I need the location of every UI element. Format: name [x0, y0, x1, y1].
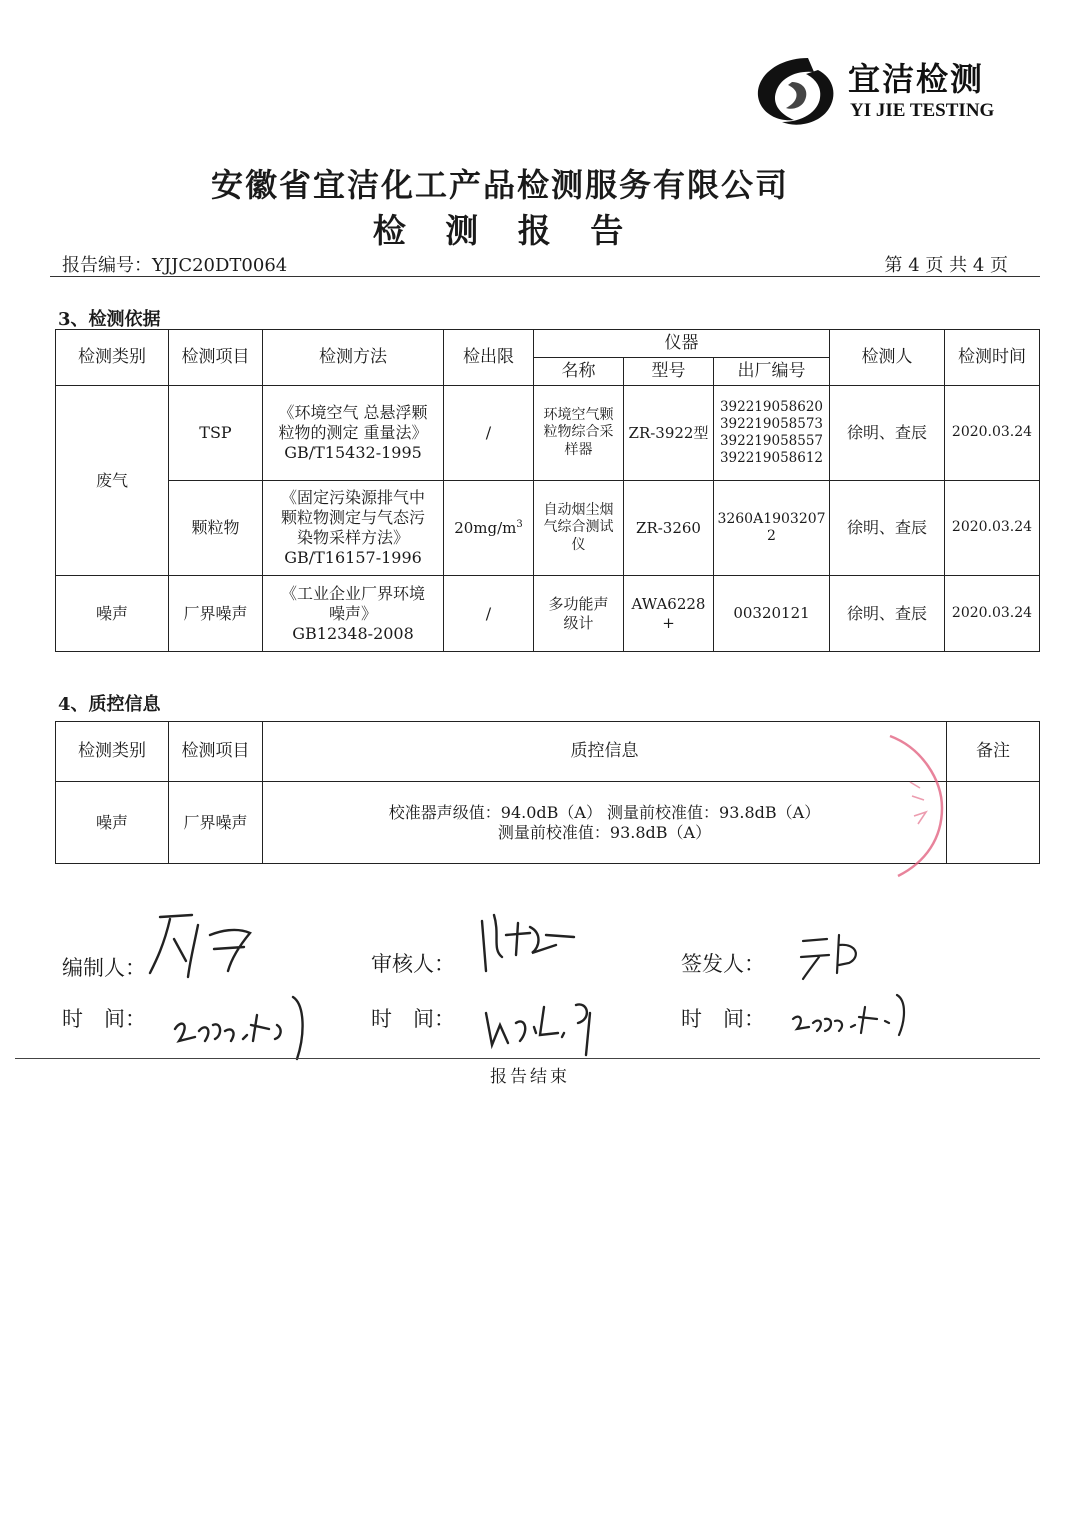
reviewer-signature — [470, 905, 590, 985]
table-row — [56, 481, 1040, 576]
instrument-name-cell — [534, 386, 624, 481]
instrument-model-cell: ZR-3922型 — [624, 386, 714, 481]
header-divider — [50, 276, 1040, 277]
serial-line: 2 — [767, 528, 776, 544]
time-cell: 2020.03.24 — [945, 576, 1040, 652]
limit-unit-superscript: 3 — [516, 518, 523, 530]
issuer-signature — [795, 925, 875, 985]
inspector-cell: 徐明、查辰 — [830, 481, 945, 576]
footer-divider — [15, 1058, 1040, 1059]
report-title: 检 测 报 告 — [372, 211, 638, 250]
method-line: GB12348-2008 — [292, 623, 414, 643]
serial-line: 3260A1903207 — [717, 510, 826, 527]
method-line: 染物采样方法》 — [296, 528, 409, 547]
instrument-model-cell — [624, 576, 714, 652]
limit-value: 20mg/m — [454, 518, 517, 537]
serial-line: 392219058557 — [719, 433, 824, 449]
model-line: + — [662, 613, 675, 632]
inspector-cell: 徐明、查辰 — [830, 576, 945, 652]
limit-cell — [444, 481, 534, 576]
limit-cell: / — [444, 576, 534, 652]
header-item: 检测项目 — [169, 330, 263, 386]
qc-header-remark: 备注 — [947, 722, 1040, 782]
method-line: 颗粒物测定与气态污 — [280, 508, 425, 527]
method-cell — [263, 386, 444, 481]
table-row — [56, 576, 1040, 652]
header-inspector: 检测人 — [830, 330, 945, 386]
method-line: GB/T15432-1995 — [284, 443, 422, 462]
qc-info-cell — [263, 782, 947, 864]
issuer-date-handwriting — [785, 985, 915, 1045]
instrument-name-line: 环境空气颗 — [543, 406, 614, 423]
qc-remark-cell — [947, 782, 1040, 864]
section-4-title: 4、质控信息 — [58, 694, 161, 715]
model-line: AWA6228 — [631, 594, 706, 613]
qc-info-line: 校准器声级值：94.0dB（A） 测量前校准值：93.8dB（A） — [388, 802, 821, 822]
compiler-time-label: 时 间： — [62, 1007, 146, 1031]
issuer-time-label: 时 间： — [681, 1007, 765, 1031]
method-line: 粒物的测定 重量法》 — [278, 423, 428, 442]
item-cell: TSP — [169, 386, 263, 481]
report-number: 报告编号：YJJC20DT0064 — [62, 255, 288, 276]
table-row — [56, 386, 1040, 481]
instrument-name-cell — [534, 576, 624, 652]
time-cell: 2020.03.24 — [945, 481, 1040, 576]
reviewer-time-label: 时 间： — [371, 1007, 455, 1031]
qc-item-cell: 厂界噪声 — [169, 782, 263, 864]
instrument-name-line: 样器 — [564, 441, 593, 458]
method-line: 噪声》 — [328, 603, 377, 623]
method-line: 《环境空气 总悬浮颗 — [278, 403, 428, 422]
category-cell: 噪声 — [56, 576, 169, 652]
company-logo — [748, 52, 1028, 132]
method-cell — [263, 576, 444, 652]
logo-chinese-text: 宜洁检测 — [848, 60, 985, 98]
method-line: GB/T16157-1996 — [284, 548, 422, 567]
qc-header-item: 检测项目 — [169, 722, 263, 782]
method-cell — [263, 481, 444, 576]
header-instrument: 仪器 — [534, 330, 830, 358]
qc-header-category: 检测类别 — [56, 722, 169, 782]
instrument-name-line: 多功能声 — [548, 594, 609, 613]
detection-basis-table — [55, 329, 1040, 652]
qc-category-cell: 噪声 — [56, 782, 169, 864]
instrument-name-cell — [534, 481, 624, 576]
reviewer-date-handwriting — [478, 985, 608, 1060]
instrument-model-cell: ZR-3260 — [624, 481, 714, 576]
header-instrument-serial: 出厂编号 — [714, 358, 830, 386]
instrument-name-line: 粒物综合采 — [543, 424, 614, 441]
instrument-name-line: 气综合测试 — [543, 519, 614, 536]
header-instrument-model: 型号 — [624, 358, 714, 386]
page-indicator: 第 4 页 共 4 页 — [884, 255, 1008, 276]
method-line: 《固定污染源排气中 — [280, 488, 425, 507]
qc-header-info: 质控信息 — [263, 722, 947, 782]
limit-cell: / — [444, 386, 534, 481]
company-name: 安徽省宜洁化工产品检测服务有限公司 — [210, 166, 789, 204]
header-instrument-name: 名称 — [534, 358, 624, 386]
header-time: 检测时间 — [945, 330, 1040, 386]
serial-line: 392219058620 — [719, 399, 824, 416]
time-cell: 2020.03.24 — [945, 386, 1040, 481]
compiler-label: 编制人： — [62, 956, 146, 980]
qc-info-line: 测量前校准值：93.8dB（A） — [497, 822, 712, 842]
compiler-signature — [140, 905, 270, 985]
compiler-date-handwriting — [165, 985, 325, 1065]
serial-line: 392219058573 — [719, 416, 824, 433]
instrument-serial-cell — [714, 481, 830, 576]
header-category: 检测类别 — [56, 330, 169, 386]
item-cell: 厂界噪声 — [169, 576, 263, 652]
header-method: 检测方法 — [263, 330, 444, 386]
issuer-label: 签发人： — [681, 952, 765, 976]
instrument-name-line: 自动烟尘烟 — [543, 501, 614, 518]
report-end-text: 报告结束 — [490, 1067, 570, 1087]
reviewer-label: 审核人： — [371, 952, 455, 976]
category-cell: 废气 — [56, 386, 169, 576]
instrument-serial-cell: 00320121 — [714, 576, 830, 652]
instrument-name-line: 仪 — [571, 536, 586, 553]
seal-stamp — [870, 730, 950, 880]
logo-english-text: YI JIE TESTING — [850, 100, 995, 121]
instrument-name-line: 级计 — [563, 613, 594, 632]
instrument-serial-cell — [714, 386, 830, 481]
inspector-cell: 徐明、查辰 — [830, 386, 945, 481]
serial-line: 392219058612 — [719, 449, 824, 466]
header-limit: 检出限 — [444, 330, 534, 386]
method-line: 《工业企业厂界环境 — [280, 583, 425, 603]
item-cell: 颗粒物 — [169, 481, 263, 576]
section-3-title: 3、检测依据 — [58, 309, 161, 330]
logo-swirl-icon — [748, 52, 843, 130]
